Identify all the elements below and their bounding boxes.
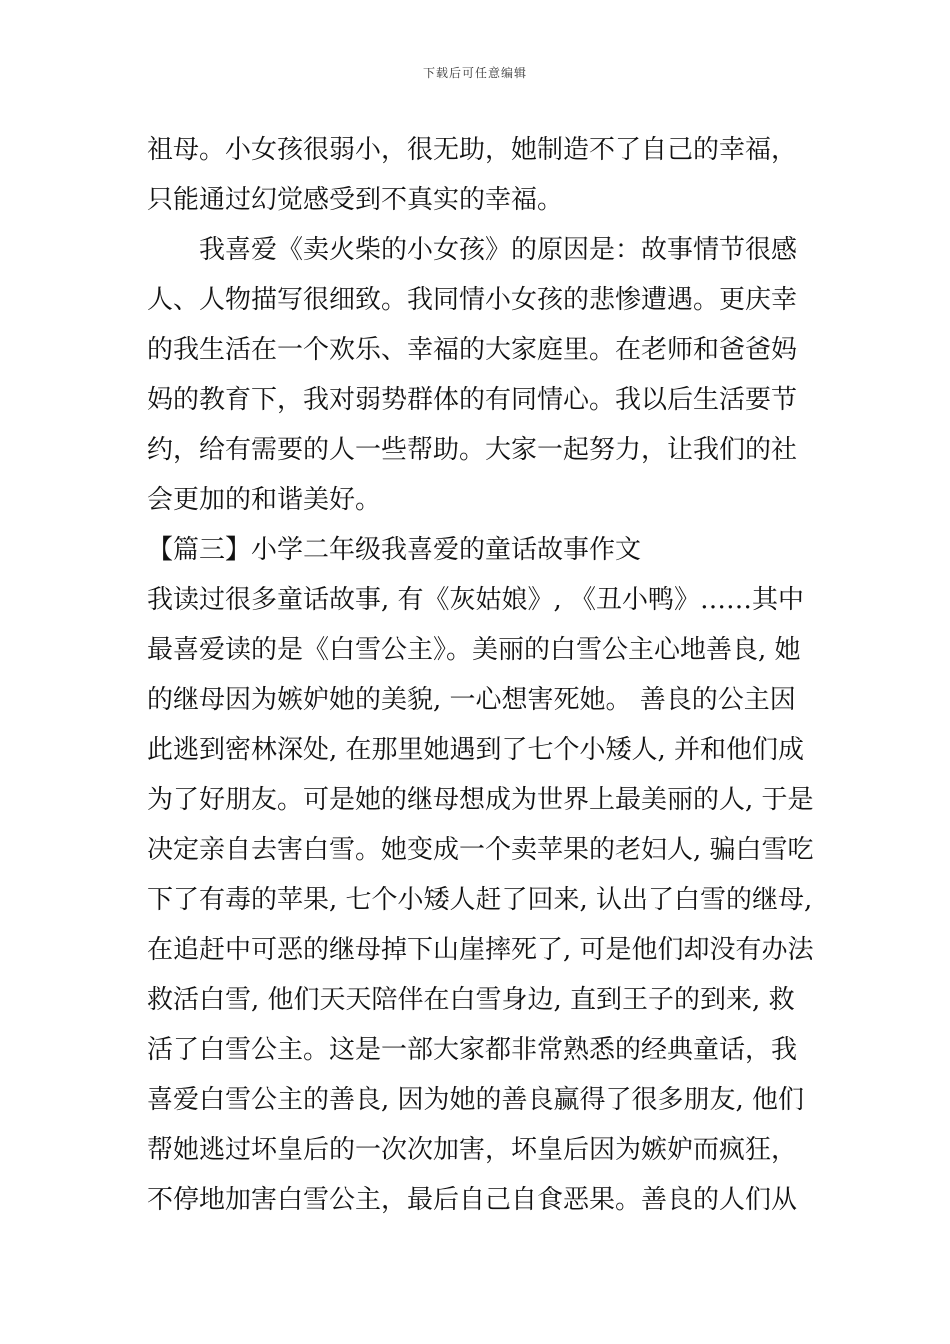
text-line: 会更加的和谐美好。 <box>147 485 382 515</box>
text-line: 为了好朋友。可是她的继母想成为世界上最美丽的人, 于是 <box>147 785 814 815</box>
text-line: 救活白雪, 他们天天陪伴在白雪身边, 直到王子的到来, 救 <box>147 985 795 1015</box>
text-line: 决定亲自去害白雪。她变成一个卖苹果的老妇人, 骗白雪吃 <box>147 835 814 865</box>
page-header: 下载后可任意编辑 <box>422 66 527 80</box>
text-line: 最喜爱读的是《白雪公主》。美丽的白雪公主心地善良, 她 <box>147 635 801 665</box>
text-line: 喜爱白雪公主的善良, 因为她的善良赢得了很多朋友, 他们 <box>147 1085 805 1115</box>
text-line: 帮她逃过坏皇后的一次次加害，坏皇后因为嫉妒而疯狂， <box>147 1135 798 1165</box>
document-body <box>147 125 827 1225</box>
text-line: 只能通过幻觉感受到不真实的幸福。 <box>147 185 564 215</box>
text-line: 我读过很多童话故事, 有《灰姑娘》, 《丑小鸭》……其中 <box>147 585 805 615</box>
text-line: 妈的教育下，我对弱势群体的有同情心。我以后生活要节 <box>147 385 798 415</box>
text-line: 不停地加害白雪公主，最后自己自食恶果。善良的人们从 <box>147 1185 798 1215</box>
text-line: 我喜爱《卖火柴的小女孩》的原因是：故事情节很感 <box>147 235 798 265</box>
text-line: 人、人物描写很细致。我同情小女孩的悲惨遭遇。更庆幸 <box>147 285 798 315</box>
text-line: 祖母。小女孩很弱小，很无助，她制造不了自己的幸福， <box>147 135 798 165</box>
text-line: 活了白雪公主。这是一部大家都非常熟悉的经典童话，我 <box>147 1035 798 1065</box>
text-line: 下了有毒的苹果, 七个小矮人赶了回来, 认出了白雪的继母, <box>147 885 813 915</box>
text-line: 的继母因为嫉妒她的美貌, 一心想害死她。 善良的公主因 <box>147 685 796 715</box>
section-heading: 【篇三】小学二年级我喜爱的童话故事作文 <box>147 535 642 565</box>
text-line: 此逃到密林深处, 在那里她遇到了七个小矮人, 并和他们成 <box>147 735 805 765</box>
text-line: 的我生活在一个欢乐、幸福的大家庭里。在老师和爸爸妈 <box>147 335 798 365</box>
text-line: 约，给有需要的人一些帮助。大家一起努力，让我们的社 <box>147 435 798 465</box>
text-line: 在追赶中可恶的继母掉下山崖摔死了, 可是他们却没有办法 <box>147 935 814 965</box>
